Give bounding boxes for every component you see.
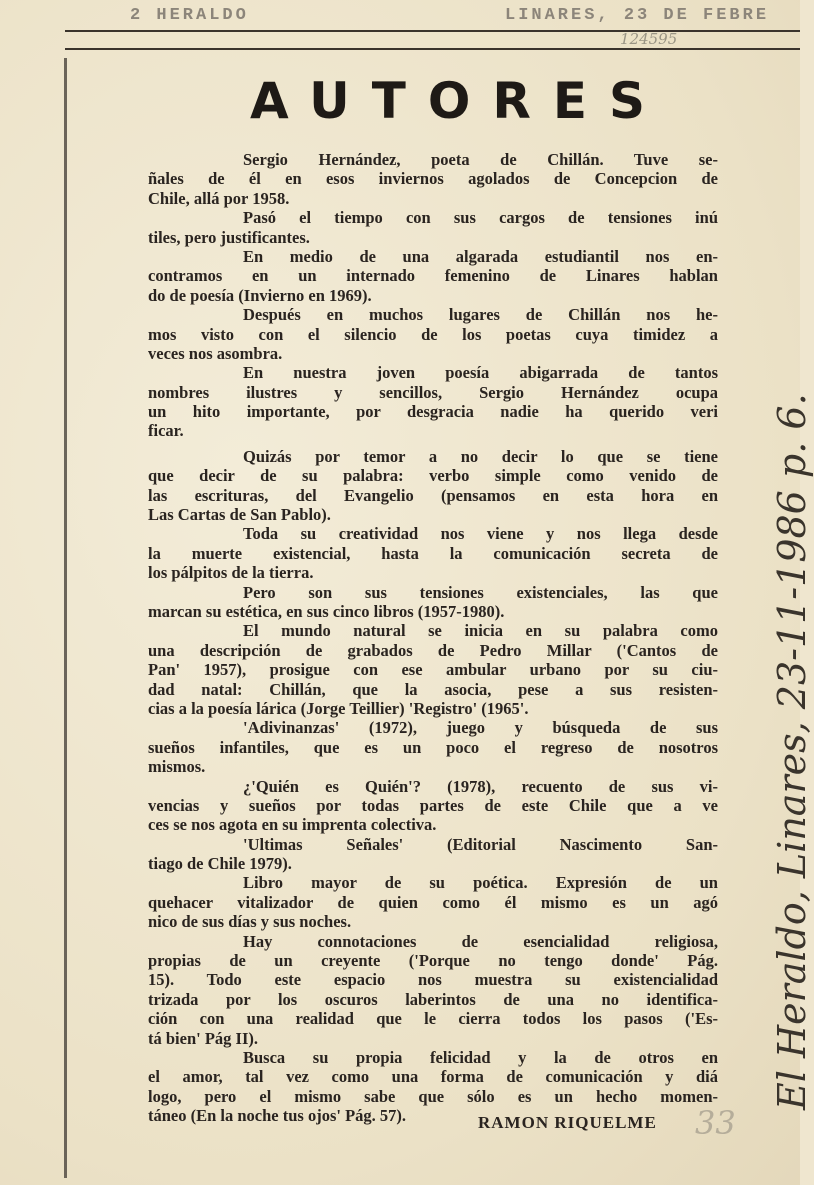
author-signature: RAMON RIQUELME [478,1113,657,1132]
paragraph [148,363,718,441]
paragraph [148,873,718,931]
text-line: ¿'Quién es Quién'? (1978), recuento de sus vi- [243,776,718,796]
text-line: marcan su estética, en sus cinco libros (1957-1980). [148,601,505,621]
paragraph [148,208,718,247]
text-line: Hay connotaciones de esencialidad religiosa, [243,931,718,951]
paragraph [148,447,718,525]
text-line: propias de un creyente ('Porque no tengo donde' Pág. [148,951,718,971]
text-line: 'Ultimas Señales' (Editorial Nascimento San- [243,834,718,854]
text-line: 15). Todo este espacio nos muestra su existencialidad [148,970,718,990]
text-line: Las Cartas de San Pablo). [148,505,331,525]
paragraph [148,777,718,835]
text-line: quehacer vitalizador de quien como él mismo es un agó [148,892,718,912]
text-line: En nuestra joven poesía abigarrada de tantos [243,363,718,383]
text-line: tá bien' Pág II). [148,1028,259,1048]
text-line: ficar. [148,421,184,441]
masthead-right: LINARES, 23 DE FEBRE [505,6,770,25]
text-line: una descripción de grabados de Pedro Millar ('Cantos de [148,640,718,660]
column-border [64,58,67,1178]
text-line: ces se nos agota en su imprenta colectiva. [148,815,437,835]
handwritten-page-number: 33 [695,1104,736,1142]
text-line: que decir de su palabra: verbo simple como venido de [148,466,718,486]
header-rule-top [65,30,800,32]
text-line: la muerte existencial, hasta la comunicación secreta de [148,543,718,563]
paragraph [148,621,718,718]
text-line: dad natal: Chillán, que la asocia, pese a sus resisten- [148,679,718,699]
text-line: mos visto con el silencio de los poetas cuya timidez a [148,324,718,344]
text-line: cias a la poesía lárica (Jorge Teillier) 'Registro' (1965'. [148,698,529,718]
paragraph [148,718,718,776]
text-line: sueños infantiles, que es un poco el regreso de nosotros [148,737,718,757]
text-line: Pero son sus tensiones existenciales, las que [243,582,718,602]
text-line: Toda su creatividad nos viene y nos llega desde [243,524,718,544]
archive-number: 124595 [620,30,678,48]
paragraph [148,247,718,305]
text-line: un hito importante, por desgracia nadie ha querido veri [148,402,718,422]
text-line: Chile, allá por 1958. [148,188,290,208]
text-line: Quizás por temor a no decir lo que se tiene [243,446,718,466]
text-line: táneo (En la noche tus ojos' Pág. 57). [148,1106,407,1126]
paragraph [148,305,718,363]
text-line: Busca su propia felicidad y la de otros en [243,1047,718,1067]
text-line: nombres ilustres y sencillos, Sergio Hernández ocupa [148,382,718,402]
text-line: ción con una realidad que le cierra todos los pasos ('Es- [148,1009,718,1029]
paragraph [148,524,718,582]
text-line: contramos en un internado femenino de Linares hablan [148,266,718,286]
handwritten-source-note: El Heraldo, Linares, 23-11-1986 p. 6. [770,393,814,1110]
text-line: do de poesía (Invierno en 1969). [148,285,372,305]
article-title: AUTORES [250,72,668,130]
paragraph [148,835,718,874]
text-line: veces nos asombra. [148,343,283,363]
text-line: ñales de él en esos inviernos agolados de Concepcion de [148,169,718,189]
text-line: 'Adivinanzas' (1972), juego y búsqueda de sus [243,718,718,738]
text-line: El mundo natural se inicia en su palabra como [243,621,718,641]
text-line: Pasó el tiempo con sus cargos de tensiones inú [243,208,718,228]
paragraph [148,150,718,208]
text-line: vencias y sueños por todas partes de este Chile que a ve [148,795,718,815]
masthead-left: 2 HERALDO [130,6,249,25]
text-line: tiles, pero justificantes. [148,227,310,247]
text-line: el amor, tal vez como una forma de comunicación y diá [148,1067,718,1087]
text-line: mismos. [148,757,206,777]
text-line: Pan' 1957), prosigue con ese ambular urbano por su ciu- [148,660,718,680]
text-line: Libro mayor de su poética. Expresión de un [243,873,718,893]
paragraph [148,932,718,1048]
text-line: las escrituras, del Evangelio (pensamos en esta hora en [148,485,718,505]
text-line: trizada por los oscuros laberintos de una no identifica- [148,989,718,1009]
article-body [148,150,718,1126]
header-rule-bottom [65,48,800,50]
text-line: Sergio Hernández, poeta de Chillán. Tuve se- [243,150,718,169]
paragraph [148,583,718,622]
text-line: tiago de Chile 1979). [148,854,292,874]
text-line: nico de sus días y sus noches. [148,912,352,932]
text-line: los pálpitos de la tierra. [148,563,314,583]
text-line: Después en muchos lugares de Chillán nos he- [243,305,718,325]
text-line: logo, pero el mismo sabe que sólo es un hecho momen- [148,1086,718,1106]
text-line: En medio de una algarada estudiantil nos en- [243,246,718,266]
